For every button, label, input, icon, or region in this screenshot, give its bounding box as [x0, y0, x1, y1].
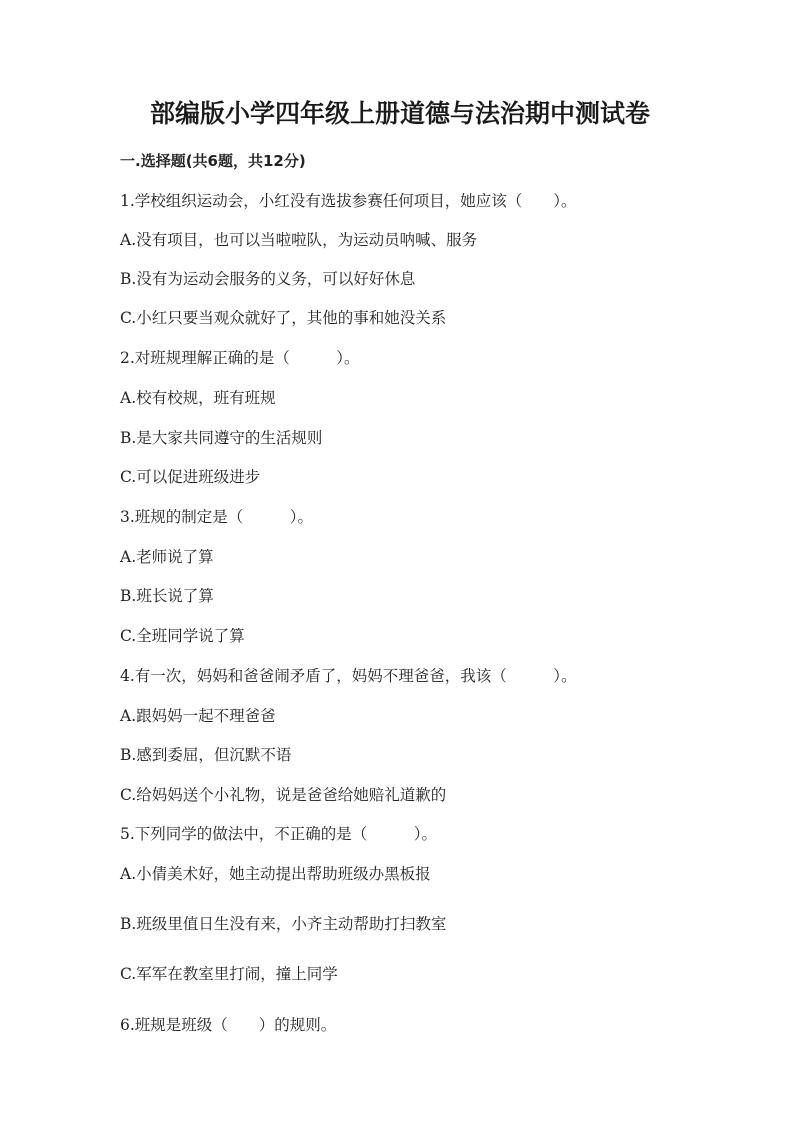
- question-stem-1: 1.学校组织运动会，小红没有选拔参赛任何项目，她应该（ ）。: [120, 192, 577, 210]
- option-4c: C.给妈妈送个小礼物，说是爸爸给她赔礼道歉的: [120, 786, 447, 804]
- question-stem-3: 3.班规的制定是（ ）。: [120, 508, 314, 526]
- question-stem-4: 4.有一次，妈妈和爸爸闹矛盾了，妈妈不理爸爸，我该（ ）。: [120, 667, 577, 685]
- question-stem-6: 6.班规是班级（ ）的规则。: [120, 1016, 337, 1034]
- option-5c: C.军军在教室里打闹，撞上同学: [120, 965, 338, 983]
- option-3a: A.老师说了算: [120, 548, 214, 566]
- option-4a: A.跟妈妈一起不理爸爸: [120, 707, 276, 725]
- option-5a: A.小倩美术好，她主动提出帮助班级办黑板报: [120, 865, 431, 883]
- option-1b: B.没有为运动会服务的义务，可以好好休息: [120, 270, 416, 288]
- option-2c: C.可以促进班级进步: [120, 468, 261, 486]
- page-title: 部编版小学四年级上册道德与法治期中测试卷: [149, 99, 650, 128]
- section-heading: 一.选择题(共6题，共12分): [120, 152, 306, 170]
- option-2a: A.校有校规，班有班规: [120, 389, 276, 407]
- option-1c: C.小红只要当观众就好了，其他的事和她没关系: [120, 309, 447, 327]
- question-stem-5: 5.下列同学的做法中，不正确的是（ ）。: [120, 825, 438, 843]
- option-4b: B.感到委屈，但沉默不语: [120, 746, 292, 764]
- option-1a: A.没有项目，也可以当啦啦队，为运动员呐喊、服务: [120, 231, 478, 249]
- question-stem-2: 2.对班规理解正确的是（ ）。: [120, 349, 360, 367]
- option-5b: B.班级里值日生没有来，小齐主动帮助打扫教室: [120, 915, 447, 933]
- option-3c: C.全班同学说了算: [120, 627, 245, 645]
- option-3b: B.班长说了算: [120, 587, 214, 605]
- option-2b: B.是大家共同遵守的生活规则: [120, 429, 323, 447]
